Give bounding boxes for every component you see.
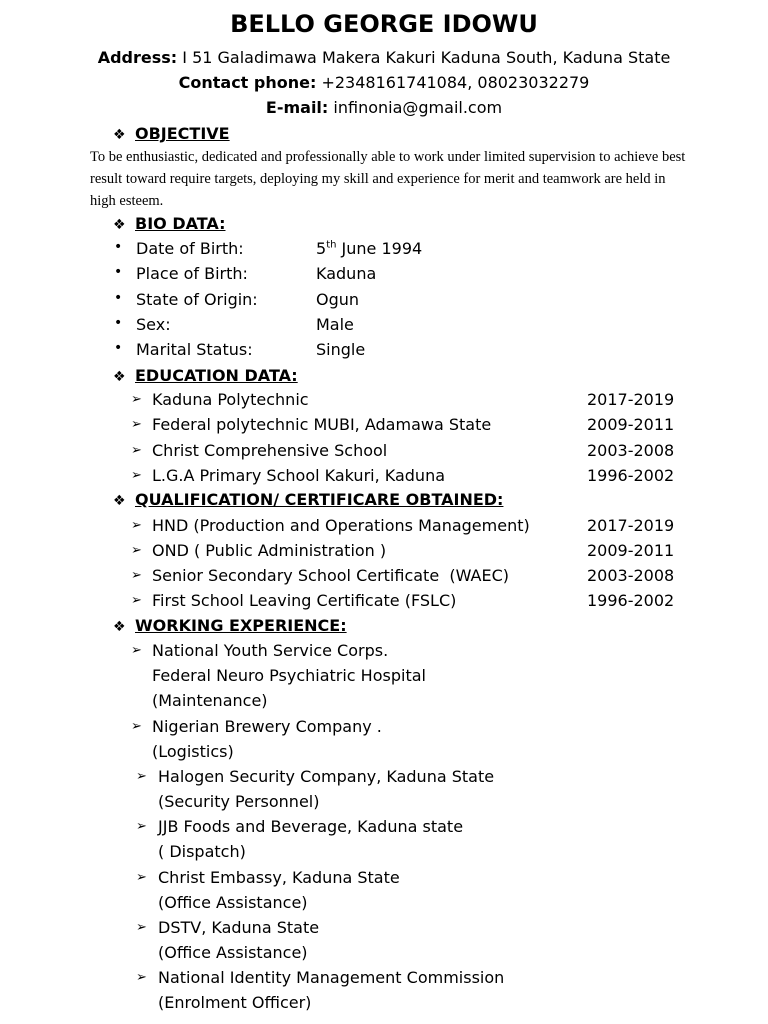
arrow-icon: ➢ bbox=[131, 643, 142, 658]
education-name: L.G.A Primary School Kakuri, Kaduna bbox=[152, 466, 446, 485]
bio-label: Date of Birth: bbox=[136, 239, 244, 258]
experience-line: ( Dispatch) bbox=[158, 842, 246, 861]
experience-line: (Enrolment Officer) bbox=[158, 993, 312, 1012]
arrow-icon: ➢ bbox=[136, 870, 147, 885]
arrow-icon: ➢ bbox=[131, 443, 142, 458]
arrow-icon: ➢ bbox=[131, 719, 142, 734]
bio-label: Marital Status: bbox=[136, 340, 253, 359]
experience-heading: WORKING EXPERIENCE: bbox=[135, 616, 347, 635]
bio-value: Kaduna bbox=[316, 264, 377, 283]
email-line bbox=[0, 98, 768, 117]
experience-line: JJB Foods and Beverage, Kaduna state bbox=[158, 817, 464, 836]
diamond-icon: ❖ bbox=[113, 619, 126, 635]
experience-line: Halogen Security Company, Kaduna State bbox=[158, 767, 495, 786]
bullet-icon: • bbox=[114, 315, 123, 331]
bio-label: State of Origin: bbox=[136, 290, 258, 309]
experience-heading-row bbox=[113, 616, 347, 635]
arrow-icon: ➢ bbox=[136, 819, 147, 834]
arrow-icon: ➢ bbox=[131, 543, 142, 558]
diamond-icon: ❖ bbox=[113, 217, 126, 233]
address-value: I 51 Galadimawa Makera Kakuri Kaduna South, Kaduna State bbox=[182, 48, 671, 67]
objective-heading-row bbox=[113, 124, 230, 143]
education-name: Federal polytechnic MUBI, Adamawa State bbox=[152, 415, 492, 434]
email-value: infinonia@gmail.com bbox=[333, 98, 503, 117]
email-label: E-mail: bbox=[265, 98, 329, 117]
applicant-name: BELLO GEORGE IDOWU bbox=[230, 10, 538, 38]
education-years: 2017-2019 bbox=[587, 390, 675, 409]
education-years: 2003-2008 bbox=[587, 441, 675, 460]
arrow-icon: ➢ bbox=[131, 593, 142, 608]
experience-line: National Youth Service Corps. bbox=[152, 641, 389, 660]
experience-line: (Logistics) bbox=[152, 742, 234, 761]
arrow-icon: ➢ bbox=[131, 518, 142, 533]
arrow-icon: ➢ bbox=[136, 769, 147, 784]
phone-label: Contact phone: bbox=[178, 73, 317, 92]
education-years: 1996-2002 bbox=[587, 466, 675, 485]
education-years: 2009-2011 bbox=[587, 415, 675, 434]
qualification-heading: QUALIFICATION/ CERTIFICARE OBTAINED: bbox=[135, 490, 504, 509]
objective-text: To be enthusiastic, dedicated and professionally able to work under limited supervision to achieve best result toward require targets, deploying my skill and experience for merit and teamwork are held in high esteem. bbox=[90, 149, 686, 209]
qualification-name: Senior Secondary School Certificate (WAEC) bbox=[152, 566, 509, 585]
education-heading: EDUCATION DATA: bbox=[135, 366, 298, 385]
experience-line: (Office Assistance) bbox=[158, 893, 308, 912]
bio-value: Male bbox=[316, 315, 354, 334]
arrow-icon: ➢ bbox=[131, 392, 142, 407]
qualification-heading-row bbox=[113, 490, 503, 509]
qualification-years: 2017-2019 bbox=[587, 516, 675, 535]
diamond-icon: ❖ bbox=[113, 127, 126, 143]
bio-heading-row bbox=[113, 214, 226, 233]
bio-label: Sex: bbox=[136, 315, 171, 334]
bio-heading: BIO DATA: bbox=[135, 214, 226, 233]
arrow-icon: ➢ bbox=[131, 417, 142, 432]
diamond-icon: ❖ bbox=[113, 493, 126, 509]
phone-value: +2348161741084, 08023032279 bbox=[321, 73, 590, 92]
bio-value: Ogun bbox=[316, 290, 360, 309]
experience-line: Federal Neuro Psychiatric Hospital bbox=[152, 666, 426, 685]
qualification-years: 2009-2011 bbox=[587, 541, 675, 560]
experience-line: (Maintenance) bbox=[152, 691, 268, 710]
address-label: Address: bbox=[97, 48, 178, 67]
phone-line bbox=[0, 73, 768, 92]
experience-line: Nigerian Brewery Company . bbox=[152, 717, 382, 736]
arrow-icon: ➢ bbox=[131, 468, 142, 483]
arrow-icon: ➢ bbox=[136, 970, 147, 985]
bullet-icon: • bbox=[114, 340, 123, 356]
objective-heading: OBJECTIVE bbox=[135, 124, 230, 143]
bio-value: Single bbox=[316, 340, 366, 359]
experience-line: DSTV, Kaduna State bbox=[158, 918, 320, 937]
arrow-icon: ➢ bbox=[136, 920, 147, 935]
bullet-icon: • bbox=[114, 239, 123, 255]
qualification-years: 2003-2008 bbox=[587, 566, 675, 585]
diamond-icon: ❖ bbox=[113, 369, 126, 385]
arrow-icon: ➢ bbox=[131, 568, 142, 583]
bio-label: Place of Birth: bbox=[136, 264, 248, 283]
experience-line: National Identity Management Commission bbox=[158, 968, 505, 987]
bullet-icon: • bbox=[114, 290, 123, 306]
experience-line: Christ Embassy, Kaduna State bbox=[158, 868, 400, 887]
education-heading-row bbox=[113, 366, 298, 385]
address-line bbox=[0, 48, 768, 67]
bio-value: 5th June 1994 bbox=[316, 239, 423, 258]
education-name: Christ Comprehensive School bbox=[152, 441, 388, 460]
qualification-name: HND (Production and Operations Management) bbox=[152, 516, 530, 535]
education-name: Kaduna Polytechnic bbox=[152, 390, 309, 409]
bullet-icon: • bbox=[114, 264, 123, 280]
experience-line: (Security Personnel) bbox=[158, 792, 320, 811]
qualification-years: 1996-2002 bbox=[587, 591, 675, 610]
qualification-name: First School Leaving Certificate (FSLC) bbox=[152, 591, 457, 610]
experience-line: (Office Assistance) bbox=[158, 943, 308, 962]
qualification-name: OND ( Public Administration ) bbox=[152, 541, 387, 560]
